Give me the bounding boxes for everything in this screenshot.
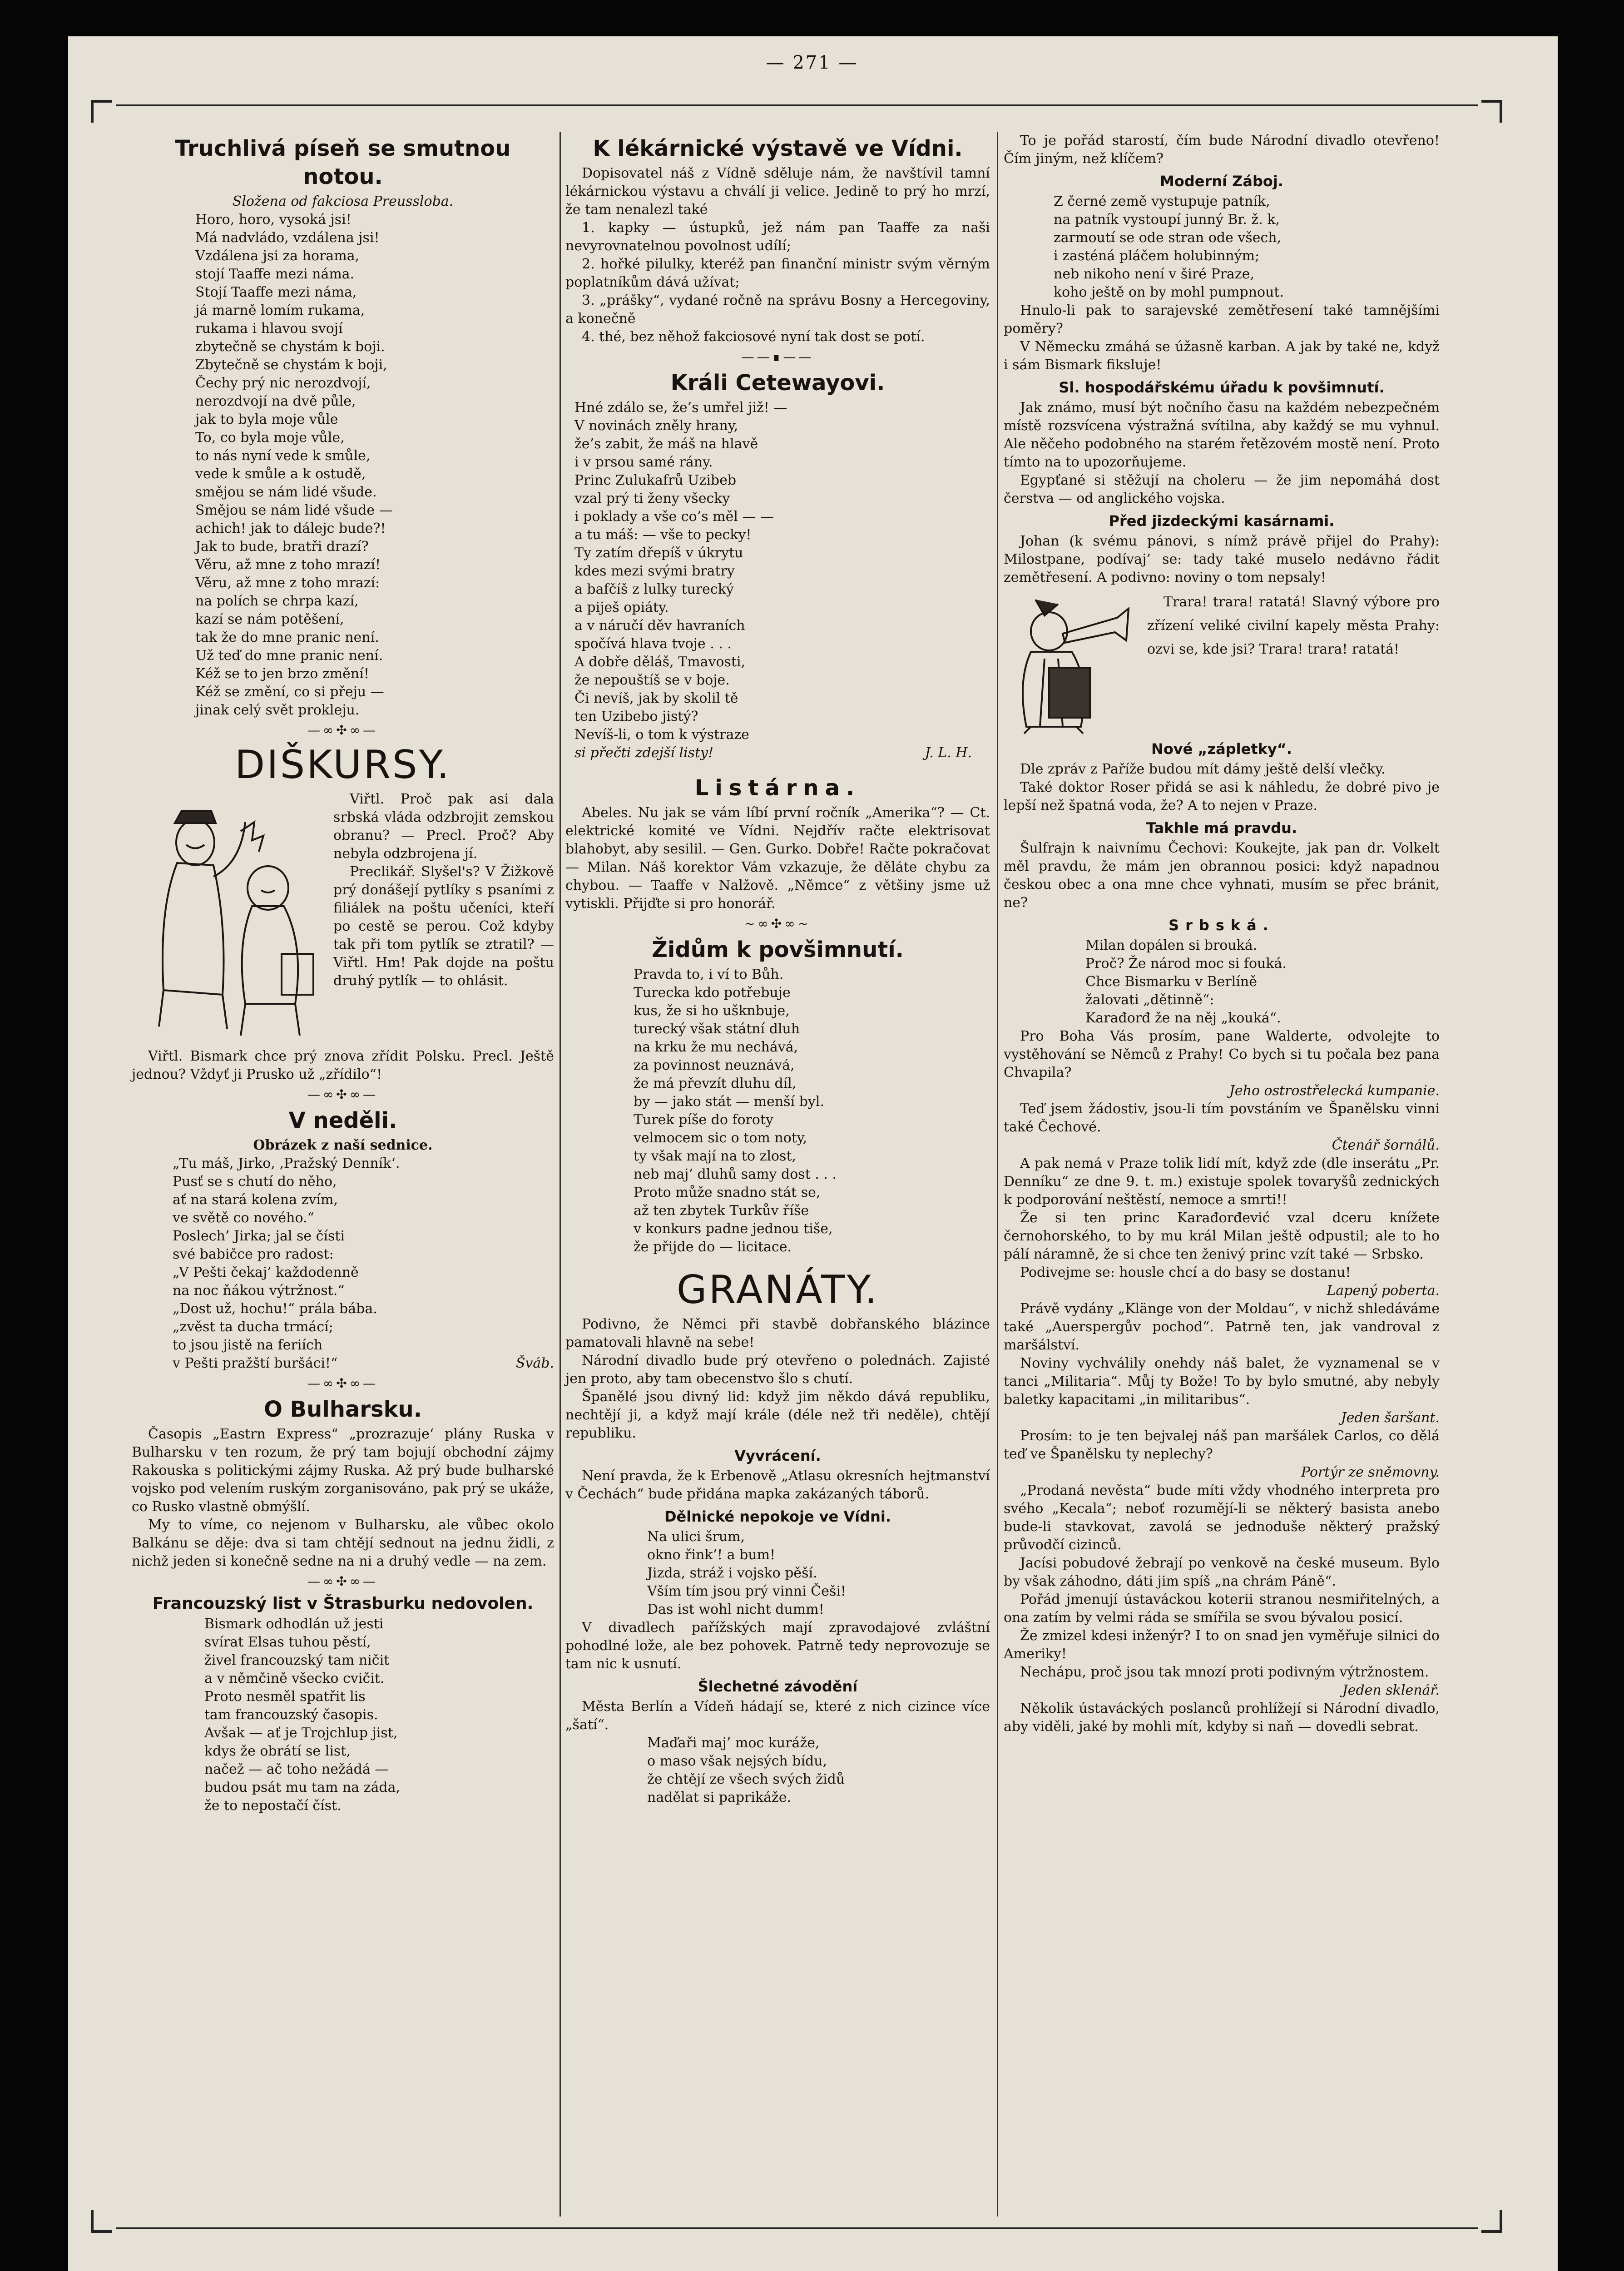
poem-line: Či nevíš, jak by skolil tě: [574, 690, 738, 706]
poem-line: Jak to bude, bratři drazí?: [195, 539, 369, 555]
poem-line: to nás nyní vede k smůle,: [195, 448, 371, 464]
poem-line: by — jako stát — menší byl.: [634, 1094, 824, 1110]
listarna-text: Abeles. Nu jak se vám líbí první ročník „Amerika“? — Ct. elektrické komité ve Vídni. Nejdřív račte elektrisovat blahobyt, aby sesilil. — Gen. Gurko. Dobře! Račte pokračovat — Milan. Náš korektor Vám vzkazuje, že děláte chybu za chybou. — Taaffe v Nalžově. „Němce“ z většiny jsme už vytiskli. Přijďte si pro honorář.: [565, 805, 990, 912]
poem-line: Kéž se změní, co si přeju —: [195, 684, 384, 700]
poem-line: Hné zdálo se, že’s umřel již! —: [574, 400, 787, 416]
paragraph: Šulfrajn k naivnímu Čechovi: Koukejte, jak pan dr. Volkelt měl pravdu, že mám jen obrannou posici: když napadnou českou obec a ona mne chce vyhnati, musím se přec bránit, ne?: [1004, 840, 1440, 911]
paragraph: Pořád jmenují ústaváckou koterii stranou nesmiřitelných, a ona zatím by velmi ráda se smířila se svou bývalou posicí.: [1004, 1592, 1440, 1626]
frame-corner-top-left: [91, 100, 112, 123]
poem-zaboj: [1004, 193, 1440, 302]
poem-line: Chce Bismarku v Berlíně: [1085, 974, 1258, 990]
poem-line: ty však mají na to zlost,: [634, 1148, 797, 1164]
poem-line: kdes mezi svými bratry: [574, 563, 735, 579]
signature-svab: Šváb.: [515, 1355, 554, 1371]
poem-line: svírat Elsas tuhou pěstí,: [204, 1634, 371, 1650]
diskurs-2: Preclikář. Slyšel's? V Žižkově prý donášejí pytlíky s psaními z filiálek na poštu učeníci, kteří po cestě se perou. Což kdyby tak při tom pytlík se ztratil? — Viřtl. Hm! Pak dojde na poštu druhý pytlík — to ohlásit.: [333, 864, 554, 989]
poem-line: smějou se nám lidé všude.: [195, 484, 377, 500]
poem-line: spočívá hlava tvoje . . .: [574, 636, 732, 652]
paragraph: Že si ten princ Karađorđević vzal dceru knížete černohorského, to by mu král Milan ještě odpustil; ale to ho pálí náramně, že si chce ten ženivý princ vzít také — Srbsko.: [1004, 1210, 1440, 1262]
poem-line: Pusť se s chutí do něho,: [173, 1174, 337, 1190]
poem-line: a v náručí děv havraních: [574, 618, 745, 634]
poem-line: Pravda to, i ví to Bůh.: [634, 967, 784, 982]
paragraph: Podivejme se: housle chcí a do basy se dostanu!: [1020, 1264, 1351, 1280]
poem-line: Na ulici šrum,: [647, 1529, 745, 1545]
headline-diskursy: DIŠKURSY.: [235, 742, 451, 788]
poem-line: kazí se nám potěšení,: [195, 611, 344, 627]
paragraph: Časopis „Eastrn Express“ „prozrazuje‘ plány Ruska v Bulharsku v ten rozum, že prý tam bojují obchodní zájmy Rakouska s politickými zájmy Ruska. Až prý bude bulharské vojsko pod velením ruským zorganisováno, pak prý se ukáže, co Rusko vlastně obmýšlí.: [132, 1426, 554, 1515]
poem-delnicke: [565, 1528, 990, 1619]
poem-line: načež — ač toho nežádá —: [204, 1761, 389, 1777]
poem-line: jak to byla moje vůle: [195, 412, 338, 427]
poem-line: tak že do mne pranic není.: [195, 630, 379, 645]
poem-line: koho ještě on by mohl pumpnout.: [1054, 284, 1284, 300]
paragraph: „Prodaná nevěsta“ bude míti vždy vhodného interpreta pro svého „Kecala“; neboť rozumějí-li se některý basista anebo bude-li stavkovat, zavolá se jednoduše některý pražský průvodčí cizinců.: [1004, 1483, 1440, 1553]
poem-line: tam francouzský časopis.: [204, 1707, 378, 1723]
paragraph: Podivno, že Němci při stavbě dobřanského blázince pamatovali hlavně na sebe!: [565, 1316, 990, 1350]
poem-line: Das ist wohl nicht dumm!: [647, 1602, 824, 1617]
headline-krali-cetewayovi: Králi Cetewayovi.: [670, 370, 885, 396]
paragraph: Teď jsem žádostiv, jsou-li tím povstáním ve Španělsku vinni také Čechové.: [1004, 1101, 1440, 1135]
poem-line: Bismark odhodlán už jesti: [204, 1616, 384, 1632]
list-item: 4. thé, bez něhož fakciosové nyní tak dost se potí.: [582, 329, 925, 345]
poem-line: Smějou se nám lidé všude —: [195, 502, 393, 518]
headline-francouzsky-list: Francouzský list v Štrasburku nedovolen.: [152, 1594, 534, 1613]
poem-line: Věru, až mne z toho mrazí!: [195, 557, 381, 573]
paragraph: Johan (k svému pánovi, s nímž právě přijel do Prahy): Milostpane, podívaj’ se: tady také muselo nedávno řádit zemětřesení. A podivno: noviny o tom nepsaly!: [1004, 533, 1440, 585]
headline-zidum: Židům k povšimnutí.: [652, 937, 904, 962]
signature: Jeho ostrostřelecká kumpanie.: [1229, 1083, 1440, 1099]
poem-madari: [565, 1734, 990, 1807]
signature: Jeden šaršant.: [1341, 1410, 1440, 1426]
headline-vyvraceni: Vyvrácení.: [734, 1447, 821, 1464]
list-item: 1. kapky — ústupků, jež nám pan Taaffe za naši nevyrovnatelnou povolnost udílí;: [565, 220, 990, 254]
poem-line: V novinách zněly hrany,: [574, 418, 738, 434]
poem-line: Proč? Že národ moc si fouká.: [1085, 956, 1287, 972]
poem-line: Už teď do mne pranic není.: [195, 648, 383, 664]
poem-line: To, co byla moje vůle,: [195, 430, 345, 446]
poem-line: Jizda, stráž i vojsko pěší.: [647, 1565, 817, 1581]
poem-line: budou psát mu tam na záda,: [204, 1780, 401, 1795]
poem-line: „Tu máš, Jirko, ‚Pražský Denník‘.: [173, 1155, 400, 1171]
poem-line: Poslech’ Jirka; jal se čísti: [173, 1228, 345, 1244]
poem-line: i poklady a vše co’s měl — —: [574, 509, 774, 525]
poem-line: neb nikoho není v širé Praze,: [1054, 266, 1255, 282]
headline-truchliva-pisen: Truchlivá píseň se smutnou notou.: [175, 136, 511, 189]
trara-block: [1004, 590, 1440, 661]
headline-hospodarskemu-uradu: Sl. hospodářskému úřadu k povšimnutí.: [1059, 379, 1385, 396]
poem-line: Proto nesměl spatřit lis: [204, 1689, 366, 1705]
paragraph: Španělé jsou divný lid: když jim někdo dává republiku, nechtějí ji, a když mají krále (déle než tři neděle), chtějí republiku.: [565, 1389, 990, 1441]
poem-srbska: [1004, 937, 1440, 1027]
poem-line: v konkurs padne jednou tiše,: [634, 1221, 833, 1237]
poem-line: Z černé země vystupuje patník,: [1054, 193, 1270, 209]
headline-moderni-zaboj: Moderní Záboj.: [1160, 173, 1283, 190]
poem-line: rukama i hlavou svojí: [195, 321, 343, 337]
paragraph: Že zmizel kdesi inženýr? I to on snad jen vyměřuje silnici do Ameriky!: [1004, 1628, 1440, 1662]
poem-line: „zvěst ta ducha trmácí;: [173, 1319, 333, 1335]
poem-line: já marně lomím rukama,: [195, 302, 365, 318]
poem-line: na polích se chrpa kazí,: [195, 593, 359, 609]
poem-line: že má převzít dluhu díl,: [634, 1076, 797, 1091]
diskurs-3: Viřtl. Bismark chce prý znova zřídit Polsku. Precl. Ještě jednou? Vždyť ji Prusko už „zřídilo“!: [132, 1048, 554, 1082]
poem-line: Stojí Taaffe mezi náma,: [195, 284, 357, 300]
poem-line: ve světě co nového.“: [173, 1210, 314, 1226]
headline-slechetne-zavodeni: Šlechetné závodění: [698, 1678, 858, 1695]
poem-line: Ty zatím dřepíš v úkrytu: [574, 545, 743, 561]
poem-line: Turek píše do foroty: [634, 1112, 773, 1128]
poem-line: Má nadvládo, vzdálena jsi!: [195, 230, 380, 246]
paragraph: Jacísi pobudové žebrají po venkově na české museum. Bylo by však záhodno, dáti jim spíš „na chrám Páně“.: [1004, 1555, 1440, 1589]
paragraph: V Německu zmáhá se úžasně karban. A jak by také ne, když i sám Bismark fiksluje!: [1004, 339, 1440, 373]
poem-line: že nepouštíš se v boje.: [574, 672, 730, 688]
two-men-illustration: [132, 790, 327, 1045]
poem-line: Maďaři maj’ moc kuráže,: [647, 1735, 820, 1751]
poem-line: a v němčině všecko cvičit.: [204, 1671, 385, 1686]
headline-lekarnicke-vystave: K lékárnické výstavě ve Vídni.: [593, 136, 963, 161]
list-item: 2. hořké pilulky, kteréž pan finanční ministr svým věrným poplatníkům dává užívat;: [565, 256, 990, 290]
paragraph: Není pravda, že k Erbenově „Atlasu okresních hejtmanství v Čechách“ bude přidána mapka zakázaných táborů.: [565, 1468, 990, 1502]
headline-takhle-ma-pravdu: Takhle má pravdu.: [1146, 819, 1297, 837]
subtitle-obrazek: Obrázek z naší sednice.: [253, 1137, 433, 1153]
paragraph: Hnulo-li pak to sarajevské zemětřesení také tamnějšími poměry?: [1004, 302, 1440, 337]
poem-line: ať na stará kolena zvím,: [173, 1192, 338, 1208]
poem-line: žalovati „dětinně“:: [1085, 992, 1214, 1008]
headline-v-nedeli: V neděli.: [288, 1108, 397, 1133]
headline-listarna: Listárna.: [694, 775, 861, 801]
poem-line: A dobře děláš, Tmavosti,: [574, 654, 746, 670]
paragraph: Národní divadlo bude prý otevřeno o polednách. Zajisté jen proto, aby tam obecenstvo šlo s chutí.: [565, 1353, 990, 1387]
paragraph: V divadlech pařížských mají zpravodajové zvláštní pohodlné lože, ale bez pohovek. Patrně tedy neprovozuje se tam nic k usnutí.: [565, 1620, 990, 1672]
poem-truchliva: [132, 211, 554, 719]
frame-corner-bottom-right: [1481, 2210, 1502, 2233]
diskursy-body: [132, 790, 554, 1084]
frame-corner-top-right: [1481, 100, 1502, 123]
column-2: [565, 132, 990, 1807]
signature: Portýr ze sněmovny.: [1301, 1464, 1440, 1480]
poem-line: na patník vystoupí junný Br. ž. k,: [1054, 212, 1280, 228]
paragraph: Dle zpráv z Paříže budou mít dámy ještě delší vlečky.: [1020, 761, 1386, 777]
poem-line: Věru, až mne z toho mrazí:: [195, 575, 380, 591]
poem-line: zarmoutí se ode stran ode všech,: [1054, 230, 1282, 246]
poem-line: Princ Zulukafrů Uzibeb: [574, 472, 737, 488]
poem-line: že přijde do — licitace.: [634, 1239, 792, 1255]
poem-line: kus, že si ho ušknbuje,: [634, 1003, 790, 1019]
page-number: — 271 —: [766, 52, 858, 73]
poem-strasburk: [132, 1615, 554, 1815]
poem-line: v Pešti pražští buršáci!“: [173, 1355, 338, 1371]
ornament-divider: —∞✣∞—: [307, 1574, 379, 1589]
paragraph: My to víme, co nejenom v Bulharsku, ale vůbec okolo Balkánu se děje: dva si tam chtějí sednout na jednu židli, z nichž jeden si konečně sedne na ni a druhý vedle — na zem.: [132, 1517, 554, 1569]
poem-cetewayo: [565, 399, 990, 762]
paragraph: Egypťané si stěžují na choleru — že jim nepomáhá dost čerstva — od anglického vojska.: [1004, 472, 1440, 506]
poem-line: Kéž se to jen brzo změní!: [195, 666, 369, 682]
headline-srbska: Srbská.: [1168, 917, 1275, 934]
ornament-divider: —∞✣∞—: [307, 1087, 379, 1102]
poem-line: si přečti zdejší listy!: [574, 745, 714, 761]
poem-line: za povinnost neuznává,: [634, 1057, 795, 1073]
ornament-divider: —∞✣∞—: [307, 723, 379, 738]
poem-line: nerozdvojí na dvě půle,: [195, 393, 356, 409]
poem-line: a piješ opiáty.: [574, 600, 669, 615]
poem-line: i zasténá pláčem holubinným;: [1054, 248, 1260, 264]
paragraph: Dopisovatel náš z Vídně sděluje nám, že navštívil tamní lékárnickou výstavu a chválí ji velice. Jedině to prý ho mrzí, že tam nenalezl také: [565, 165, 990, 218]
poem-zidum: [565, 966, 990, 1256]
signature: Čtenář šornálů.: [1332, 1137, 1440, 1153]
poem-line: turecký však státní dluh: [634, 1021, 800, 1037]
paragraph: Také doktor Roser přidá se asi k náhledu, že dobré pivo je lepší než špatná voda, že? A to nejen v Praze.: [1004, 779, 1440, 813]
poem-line: Vzdálena jsi za horama,: [195, 248, 360, 264]
trumpeter-illustration: [1004, 590, 1140, 736]
ornament-divider: ~∞✣∞~: [744, 916, 812, 931]
poem-line: vede k smůle a k ostudě,: [195, 466, 366, 482]
poem-line: Turecka kdo potřebuje: [634, 985, 791, 1001]
poem-line: na krku že mu nechává,: [634, 1039, 798, 1055]
poem-line: „Dost už, hochu!“ prála bába.: [173, 1301, 377, 1317]
headline-delnicke-nepokoje: Dělnické nepokoje ve Vídni.: [664, 1508, 891, 1525]
ornament-divider: —∞✣∞—: [307, 1376, 379, 1391]
poem-line: a tu máš: — vše to pecky!: [574, 527, 752, 543]
poem-line: Karađorđ že na něj „kouká“.: [1085, 1010, 1281, 1026]
headline-granaty: GRANÁTY.: [676, 1267, 879, 1313]
poem-line: okno řink’! a bum!: [647, 1547, 776, 1563]
paragraph: Noviny vychválily onehdy náš balet, že vyznamenal se v tanci „Militaria“. Můj ty Bože! To by bylo smutné, aby nebyly baletky kapacitami „in militaribus“.: [1004, 1355, 1440, 1408]
headline-nove-zapletky: Nové „zápletky“.: [1151, 740, 1292, 758]
poem-line: živel francouzský tam ničit: [204, 1652, 390, 1668]
poem-line: nadělat si paprikáže.: [647, 1790, 792, 1805]
poem-line: že chtějí ze všech svých židů: [647, 1771, 845, 1787]
paragraph: Pro Boha Vás prosím, pane Walderte, odvolejte to vystěhování se Němců z Prahy! Co bych si tu počala bez pana Chvapila?: [1004, 1028, 1440, 1081]
diskurs-1: Viřtl. Proč pak asi dala srbská vláda odzbrojit zemskou obranu? — Precl. Proč? Aby nebyla odzbrojena jí.: [333, 791, 554, 862]
column-rule-1: [559, 132, 561, 2216]
poem-v-nedeli: [132, 1155, 554, 1373]
column-rule-2: [997, 132, 998, 2216]
headline-pred-kasarnami: Před jizdeckými kasárnami.: [1109, 512, 1335, 530]
poem-line: Zbytečně se chystám k boji,: [195, 357, 387, 373]
poem-line: zbytečně se chystám k boji.: [195, 339, 385, 355]
poem-line: na noc ňákou výtržnost.“: [173, 1283, 345, 1299]
poem-line: velmocem sic o tom noty,: [634, 1130, 807, 1146]
poem-line: Proto může snadno stát se,: [634, 1185, 821, 1200]
poem-line: ten Uzibebo jistý?: [574, 709, 698, 724]
column-3: [1004, 132, 1440, 1736]
poem-line: Avšak — ať je Trojchlup jist,: [204, 1725, 398, 1741]
headline-o-bulharsku: O Bulharsku.: [264, 1397, 422, 1422]
paragraph-trara: Trara! trara! ratatá! Slavný výbore pro zřízení veliké civilní kapely města Prahy: ozvi se, kde jsi? Trara! trara! ratatá!: [1147, 594, 1440, 657]
poem-line: kdys že obrátí se list,: [204, 1743, 351, 1759]
poem-line: neb maj’ dluhů samy dost . . .: [634, 1166, 837, 1182]
poem-line: o maso však nejsých bídu,: [647, 1753, 827, 1769]
signature: Lapený poberta.: [1327, 1283, 1440, 1299]
poem-line: vzal prý ti ženy všecky: [574, 491, 730, 506]
poem-line: jinak celý svět prokleju.: [195, 702, 360, 718]
poem-line: své babičce pro radost:: [173, 1246, 334, 1262]
poem-line: to jsou jistě na feriích: [173, 1337, 323, 1353]
poem-line: i v prsou samé rány.: [574, 454, 713, 470]
signature: Jeden sklenář.: [1342, 1682, 1440, 1698]
ornament-divider: ——∎——: [741, 349, 814, 364]
poem-line: že to nepostačí číst.: [204, 1798, 342, 1814]
poem-line: Milan dopálen si brouká.: [1085, 937, 1258, 953]
poem-line: Nevíš-li, o tom k výstraze: [574, 727, 749, 743]
paragraph: Prosím: to je ten bejvalej náš pan maršálek Carlos, co dělá teď ve Španělsku ty neplechy?: [1004, 1428, 1440, 1462]
paragraph: Nechápu, proč jsou tak mnozí proti podivným výtržnostem.: [1020, 1664, 1429, 1680]
poem-line: Horo, horo, vysoká jsi!: [195, 212, 352, 228]
poem-line: že’s zabit, že máš na hlavě: [574, 436, 758, 452]
paragraph: Jak známo, musí být nočního času na každém nebezpečném místě rozsvícena výstražná svítilna, aby každý se mu vyhnul. Ale něčeho podobného na starém řetězovém mostě není. Proto tímto na to upozorňujeme.: [1004, 400, 1440, 470]
poem-line: Čechy prý nic nerozdvojí,: [195, 375, 371, 391]
paragraph: Právě vydány „Klänge von der Moldau“, v nichž shledáváme také „Auerspergův pochod“. Patrně ten, jak vandroval z maršálství.: [1004, 1301, 1440, 1353]
paragraph: To je pořád starostí, čím bude Národní divadlo otevřeno! Čím jiným, než klíčem?: [1004, 133, 1440, 167]
frame-corner-bottom-left: [91, 2210, 112, 2233]
poem-line: „V Pešti čekaj’ každodenně: [173, 1264, 359, 1280]
poem-line: Vším tím jsou prý vinni Češi!: [647, 1583, 846, 1599]
poem-line: achich! jak to dálejc bude?!: [195, 521, 386, 536]
poem-line: a bafčíš z lulky turecký: [574, 581, 734, 597]
paragraph: Několik ústaváckých poslanců prohlížejí si Národní divadlo, aby viděli, jaké by mohli mít, kdyby si naň — dovedli sebrat.: [1004, 1701, 1440, 1735]
paragraph: Města Berlín a Vídeň hádají se, které z nich cizince více „šatí“.: [565, 1699, 990, 1733]
byline-fakcios: Složena od fakciosa Preussloba.: [232, 193, 454, 209]
signature-jlh: J. L. H.: [925, 745, 972, 761]
column-1: [132, 132, 554, 1815]
paragraph: A pak nemá v Praze tolik lidí mít, když zde (dle inserátu „Pr. Denníku“ ze dne 9. t. m.) existuje spolek tovaryšů zednických k podporování neštěstí, nemoce a smrti!!: [1004, 1155, 1440, 1208]
poem-line: až ten zbytek Turkův říše: [634, 1203, 809, 1219]
poem-line: stojí Taaffe mezi náma.: [195, 266, 355, 282]
list-item: 3. „prášky“, vydané ročně na správu Bosny a Hercegoviny, a konečně: [565, 293, 990, 327]
